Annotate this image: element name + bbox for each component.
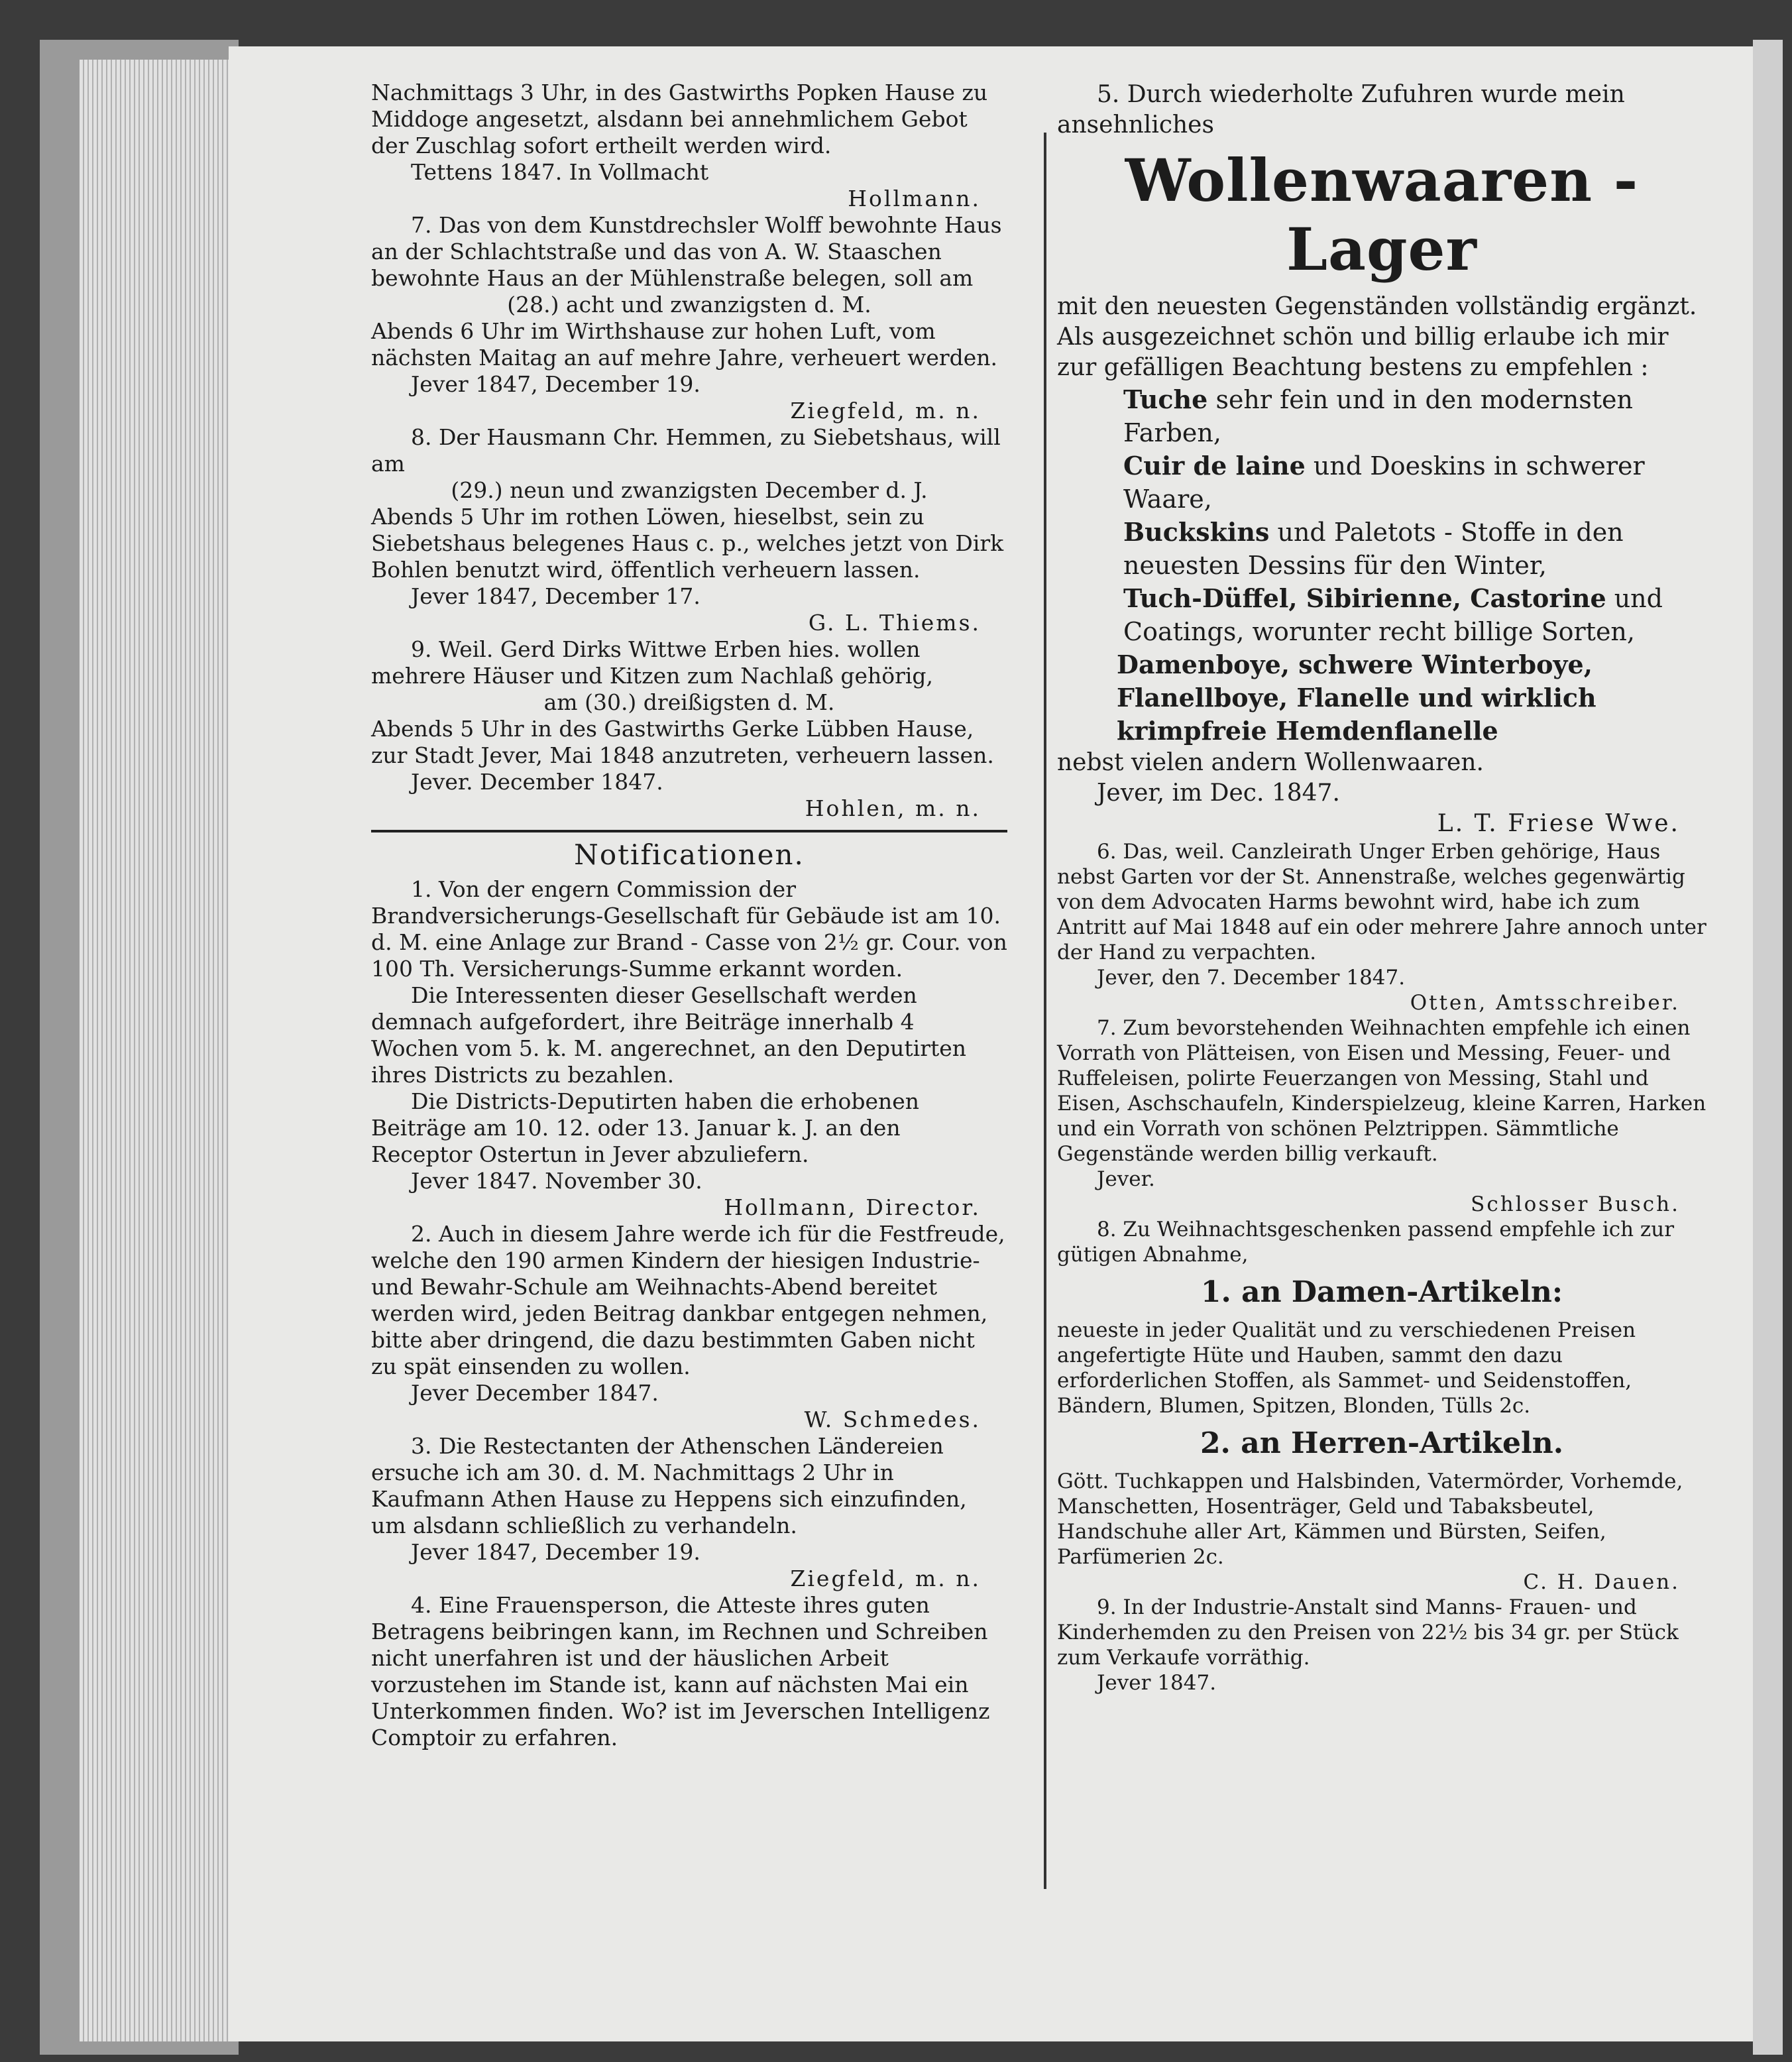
ad-6: 6. Das, weil. Canzleirath Unger Erben gehörige, Haus nebst Garten vor der St. Annenstraße, welches gegenwärtig von dem Advocaten Harms bewohnt wird, habe ich zum Antritt auf Mai 1848 auf ein oder mehrere Jahre annoch unter der Hand zu verpachten.: [1057, 840, 1707, 964]
notice-9-body: Abends 5 Uhr in des Gastwirths Gerke Lübben Hause, zur Stadt Jever, Mai 1848 anzutreten, verheuern lassen.: [371, 716, 994, 768]
ad-5-item: Cuir de laine und Doeskins in schwerer Waare,: [1123, 451, 1645, 514]
ad-7-signature: Schlosser Busch.: [1471, 1192, 1680, 1216]
notice-9-signature: Hohlen, m. n.: [805, 795, 981, 821]
ad-9-date: Jever 1847.: [1097, 1671, 1217, 1695]
ad-5-item: Tuch-Düffel, Sibirienne, Castorine und Coatings, worunter recht billige Sorten,: [1123, 583, 1663, 646]
page-stack: [80, 60, 239, 2041]
notification-3-date: Jever 1847, December 19.: [411, 1539, 700, 1565]
ad-8-ladies-text: neueste in jeder Qualität und zu verschiedenen Preisen angefertigte Hüte und Hauben, sammt den dazu erforderlichen Stoffen, als Sammet- und Seidenstoffen, Bändern, Blumen, Spitzen, Blonden, Tülls 2c.: [1057, 1318, 1636, 1418]
column-divider: [1044, 133, 1046, 1889]
ad-5-signature: L. T. Friese Wwe.: [1437, 810, 1680, 837]
ad-8-gentlemen-text: Gött. Tuchkappen und Halsbinden, Vatermörder, Vorhemde, Manschetten, Hosenträger, Geld und Tabaksbeutel, Handschuhe aller Art, Kämmen und Bürsten, Seifen, Parfümerien 2c.: [1057, 1469, 1683, 1569]
notification-1: 1. Von der engern Commission der Brandversicherungs-Gesellschaft für Gebäude ist am 10. d. M. eine Anlage zur Brand - Casse von 2½ gr. Cour. von 100 Th. Versicherungs-Summe erkannt worden.: [371, 876, 1007, 982]
notice-8: 8. Der Hausmann Chr. Hemmen, zu Siebetshaus, will am: [371, 424, 1001, 477]
notice-8-date-line: (29.) neun und zwanzigsten December d. J.: [451, 477, 928, 503]
notification-1-date: Jever 1847. November 30.: [411, 1168, 702, 1194]
ad-5-footer: nebst vielen andern Wollenwaaren.: [1057, 749, 1484, 776]
notification-2: 2. Auch in diesem Jahre werde ich für die Festfreude, welche den 190 armen Kindern der hiesigen Industrie- und Bewahr-Schule am Weihnachts-Abend bereitet werden wird, jeden Beitrag dankbar entgegen nehmen, bitte aber dringend, die dazu bestimmten Gaben nicht zu spät einsenden zu wollen.: [371, 1221, 1005, 1379]
notice-7: 7. Das von dem Kunstdrechsler Wolff bewohnte Haus an der Schlachtstraße und das von A. W. Staaschen bewohnte Haus an der Mühlenstraße belegen, soll am: [371, 212, 1002, 291]
ad-6-signature: Otten, Amtsschreiber.: [1410, 991, 1680, 1015]
ad-7-date: Jever.: [1097, 1167, 1155, 1191]
notification-2-date: Jever December 1847.: [411, 1380, 659, 1406]
right-page-edge: [1753, 40, 1783, 2055]
notice-7-body: Abends 6 Uhr im Wirthshause zur hohen Luft, vom nächsten Maitag an auf mehre Jahre, verheuert werden.: [371, 318, 998, 371]
ad-5-date: Jever, im Dec. 1847.: [1097, 779, 1340, 807]
notice-9-date-line: am (30.) dreißigsten d. M.: [543, 689, 835, 715]
notice-7-signature: Ziegfeld, m. n.: [790, 398, 981, 424]
ad-8-signature: C. H. Dauen.: [1523, 1570, 1680, 1594]
ad-5-title: Wollenwaaren - Lager: [1125, 146, 1639, 284]
notice-8-body: Abends 5 Uhr im rothen Löwen, hieselbst, sein zu Siebetshaus belegenes Haus c. p., welches jetzt von Dirk Bohlen benutzt wird, öffentlich verheuern lassen.: [371, 504, 1004, 583]
notice-7-date: Jever 1847, December 19.: [411, 371, 700, 397]
ad-5-body: mit den neuesten Gegenständen vollständig ergänzt. Als ausgezeichnet schön und billig erlaube ich mir zur gefälligen Beachtung bestens zu empfehlen :: [1057, 293, 1697, 381]
section-heading: Notificationen.: [574, 838, 805, 871]
ad-6-date: Jever, den 7. December 1847.: [1097, 966, 1406, 990]
ad-5-intro: 5. Durch wiederholte Zufuhren wurde mein ansehnliches: [1057, 81, 1625, 139]
notification-3-signature: Ziegfeld, m. n.: [790, 1566, 981, 1591]
ad-5-item: Buckskins und Paletots - Stoffe in den neuesten Dessins für den Winter,: [1123, 517, 1624, 580]
notification-1-b: Die Interessenten dieser Gesellschaft werden demnach aufgefordert, ihre Beiträge innerhalb 4 Wochen vom 5. k. M. angerechnet, an den Deputirten ihres Districts zu bezahlen.: [371, 982, 967, 1088]
right-column: [1057, 80, 1707, 1695]
notice-7-date-line: (28.) acht und zwanzigsten d. M.: [507, 292, 871, 317]
notice-6-signature: Hollmann.: [848, 186, 981, 211]
ad-5-item: Tuche sehr fein und in den modernsten Farben,: [1123, 384, 1633, 447]
ad-8: 8. Zu Weihnachtsgeschenken passend empfehle ich zur gütigen Abnahme,: [1057, 1218, 1675, 1267]
ad-9: 9. In der Industrie-Anstalt sind Manns- Frauen- und Kinderhemden zu den Preisen von 22½ bis 34 gr. per Stück zum Verkaufe vorräthig.: [1057, 1595, 1679, 1670]
notice-6-end: Nachmittags 3 Uhr, in des Gastwirths Popken Hause zu Middoge angesetzt, alsdann bei annehmlichem Gebot der Zuschlag sofort ertheilt werden wird.: [371, 80, 988, 158]
notice-9-date: Jever. December 1847.: [411, 769, 663, 795]
notice-6-date: Tettens 1847. In Vollmacht: [411, 159, 709, 185]
notification-3: 3. Die Restectanten der Athenschen Ländereien ersuche ich am 30. d. M. Nachmittags 2 Uhr in Kaufmann Athen Hause zu Heppens sich einzufinden, um alsdann schließlich zu verhandeln.: [371, 1433, 967, 1538]
ad-5-item-list: Damenboye, schwere Winterboye, Flanellboye, Flanelle und wirklich krimpfreie Hemdenflanelle: [1117, 650, 1596, 746]
ad-7: 7. Zum bevorstehenden Weihnachten empfehle ich einen Vorrath von Plätteisen, von Eisen und Messing, Feuer- und Ruffeleisen, polirte Feuerzangen von Messing, Stahl und Eisen, Aschschaufeln, Kinderspielzeug, kleine Karren, Harken und ein Vorrath von schönen Pelztrippen. Sämmtliche Gegenstände werden billig verkauft.: [1057, 1016, 1707, 1166]
notification-1-c: Die Districts-Deputirten haben die erhobenen Beiträge am 10. 12. oder 13. Januar k. J. an den Receptor Ostertun in Jever abzuliefern.: [371, 1088, 920, 1167]
notification-2-signature: W. Schmedes.: [804, 1406, 981, 1432]
left-column: [371, 80, 1007, 1751]
notice-8-signature: G. L. Thiems.: [808, 610, 981, 636]
notice-8-date: Jever 1847, December 17.: [411, 583, 700, 609]
notification-4: 4. Eine Frauensperson, die Atteste ihres guten Betragens beibringen kann, im Rechnen und Schreiben nicht unerfahren ist und der häuslichen Arbeit vorzustehen im Stande ist, kann auf nächsten Mai ein Unterkommen finden. Wo? ist im Jeverschen Intelligenz Comptoir zu erfahren.: [371, 1592, 990, 1750]
notice-9: 9. Weil. Gerd Dirks Wittwe Erben hies. wollen mehrere Häuser und Kitzen zum Nachlaß gehörig,: [371, 636, 934, 689]
ad-8-category-ladies: 1. an Damen-Artikeln:: [1200, 1275, 1563, 1309]
ad-8-category-gentlemen: 2. an Herren-Artikeln.: [1200, 1426, 1564, 1460]
section-rule: [371, 830, 1007, 832]
notification-1-signature: Hollmann, Director.: [724, 1194, 981, 1220]
